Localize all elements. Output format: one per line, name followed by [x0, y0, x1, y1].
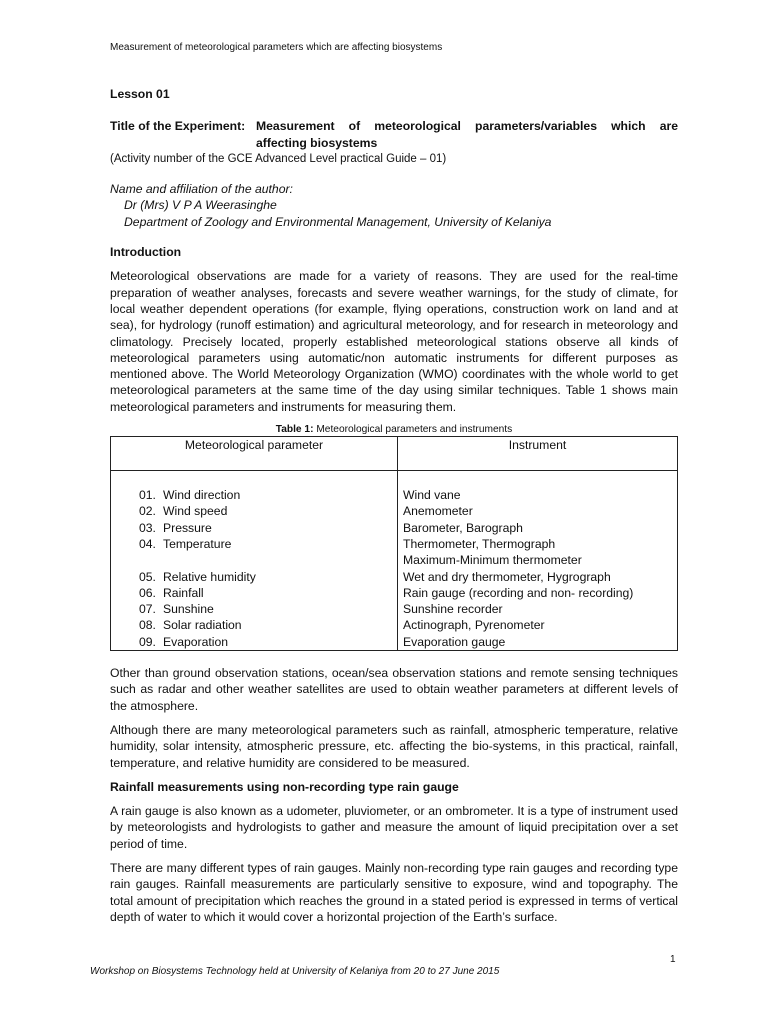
parameter-cell: [111, 520, 398, 536]
instrument-name: Evaporation gauge: [403, 634, 506, 649]
parameter-name: Sunshine: [163, 602, 214, 617]
table-row: [111, 520, 678, 536]
rainfall-paragraph-2: There are many different types of rain gauges. Mainly non-recording type rain gauges and recording type rain gauges. Rainfall measurements are particularly sensitive to exposure, wind and topography. The total amount of precipitation which reaches the ground in a stated period is expressed in terms of vertical depth of water to which it would cover a horizontal projection of the Earth’s surface.: [110, 860, 678, 924]
parameter-number: 06.: [139, 585, 156, 600]
table-row: [111, 617, 678, 633]
author-label: Name and affiliation of the author:: [110, 182, 293, 197]
introduction-paragraph: Meteorological observations are made for a variety of reasons. They are used for the real-time preparation of weather analyses, forecasts and severe weather warnings, for the study of climate, for local weather dependent operations (for example, flying operations, construction work on land and at sea), for hydrology (runoff estimation) and agricultural meteorology, and for research in meteorology and climatology. Precisely located, properly established meteorological stations observe all kinds of meteorological parameters using automatic/non automatic instruments for different purposes as mentioned above. The World Meteorology Organization (WMO) coordinates with the whole world to get meteorological parameters at the same time of the day using similar techniques. Table 1 shows main meteorological parameters and instruments for measuring them.: [110, 269, 678, 414]
parameter-number: 05.: [139, 569, 156, 584]
parameter-cell: [111, 569, 398, 585]
instrument-cell: [398, 585, 678, 601]
instrument-cell: [398, 617, 678, 633]
parameter-name: Temperature: [163, 536, 232, 551]
instrument-cell: [398, 569, 678, 585]
parameter-name: Relative humidity: [163, 569, 256, 584]
parameter-cell: [111, 617, 398, 633]
running-head: Measurement of meteorological parameters which are affecting biosystems: [110, 42, 443, 53]
table-row: [111, 536, 678, 569]
header-instrument: Instrument: [398, 437, 678, 471]
table-caption: [110, 423, 678, 436]
parameter-number: 01.: [139, 488, 156, 503]
parameter-name: Pressure: [163, 520, 212, 535]
header-parameter: Meteorological parameter: [111, 437, 398, 471]
experiment-title: [110, 118, 678, 151]
parameter-number: 03.: [139, 520, 156, 535]
table-row: [111, 569, 678, 585]
author-block: [110, 181, 678, 230]
author-affiliation: Department of Zoology and Environmental Management, University of Kelaniya: [124, 214, 552, 229]
parameter-cell: [111, 601, 398, 617]
paragraph-parameters-measured: Although there are many meteorological parameters such as rainfall, atmospheric temperature, relative humidity, solar intensity, atmospheric pressure, etc. affecting the bio-systems, in this practical, rainfall, temperature, and relative humidity are considered to be measured.: [110, 722, 678, 770]
instrument-name: Actinograph, Pyrenometer: [403, 618, 545, 633]
instrument-cell: [398, 634, 678, 651]
instrument-name: Barometer, Barograph: [403, 520, 523, 535]
introduction-heading: Introduction: [110, 245, 182, 260]
parameter-name: Wind direction: [163, 488, 241, 503]
parameter-number: 04.: [139, 536, 156, 551]
parameter-number: 02.: [139, 504, 156, 519]
table-header-row: [111, 437, 678, 471]
parameters-table: [110, 436, 678, 651]
parameter-cell: [111, 634, 398, 651]
parameter-name: Solar radiation: [163, 618, 242, 633]
instrument-name: Rain gauge (recording and non- recording): [403, 585, 634, 600]
table-caption-text: Meteorological parameters and instruments: [313, 424, 513, 436]
table-row: [111, 601, 678, 617]
parameter-number: 07.: [139, 602, 156, 617]
instrument-name: Maximum-Minimum thermometer: [403, 553, 582, 568]
parameter-cell: [111, 536, 398, 569]
parameter-number: 08.: [139, 618, 156, 633]
instrument-cell: [398, 536, 678, 569]
instrument-name: Anemometer: [403, 504, 473, 519]
activity-note: (Activity number of the GCE Advanced Level practical Guide – 01): [110, 152, 447, 165]
instrument-name: Wind vane: [403, 488, 461, 503]
parameter-name: Wind speed: [163, 504, 228, 519]
lesson-number: Lesson 01: [110, 87, 170, 101]
author-name: Dr (Mrs) V P A Weerasinghe: [124, 198, 277, 213]
table-row: [111, 503, 678, 519]
parameter-cell: [111, 471, 398, 504]
rainfall-heading: Rainfall measurements using non-recording type rain gauge: [110, 779, 459, 794]
table-caption-label: Table 1:: [275, 424, 314, 436]
instrument-name: Thermometer, Thermograph: [403, 536, 556, 551]
footer-note: Workshop on Biosystems Technology held at University of Kelaniya from 20 to 27 June 2015: [90, 966, 500, 977]
parameter-name: Evaporation: [163, 634, 229, 649]
instrument-cell: [398, 520, 678, 536]
paragraph-observation-stations: Other than ground observation stations, ocean/sea observation stations and remote sensing techniques such as radar and other weather satellites are used to obtain weather parameters at different levels of the atmosphere.: [110, 666, 678, 713]
rainfall-paragraph-1: A rain gauge is also known as a udometer, pluviometer, or an ombrometer. It is a type of instrument used by meteorologists and hydrologists to gather and measure the amount of liquid precipitation over a set period of time.: [110, 804, 678, 851]
title-text: Measurement of meteorological parameters/variables which are affecting biosystems: [256, 119, 678, 150]
parameter-number: 09.: [139, 634, 156, 649]
table-row: [111, 585, 678, 601]
table-row: [111, 634, 678, 651]
page-body: [110, 86, 678, 933]
parameter-cell: [111, 503, 398, 519]
instrument-cell: [398, 471, 678, 504]
instrument-cell: [398, 601, 678, 617]
title-label: Title of the Experiment:: [110, 119, 246, 134]
instrument-name: Sunshine recorder: [403, 602, 503, 617]
instrument-name: Wet and dry thermometer, Hygrograph: [403, 569, 611, 584]
table-row: [111, 471, 678, 504]
page-number: 1: [670, 954, 676, 965]
parameter-cell: [111, 585, 398, 601]
instrument-cell: [398, 503, 678, 519]
parameter-name: Rainfall: [163, 585, 204, 600]
